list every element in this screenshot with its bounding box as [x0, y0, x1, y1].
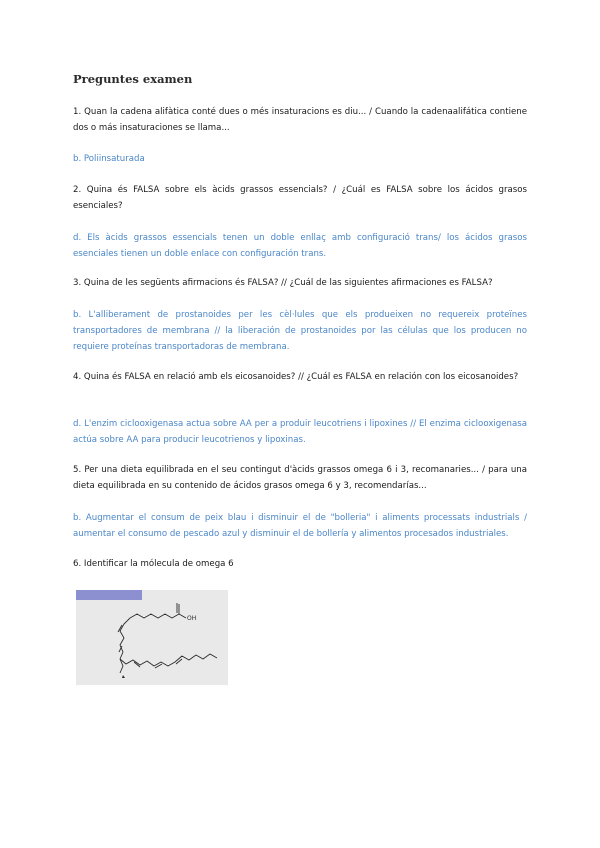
figure-color-band	[76, 590, 142, 600]
question-4: 4. Quina és FALSA en relació amb els eicosanoides? // ¿Cuál es FALSA en relación con los eicosanoides?	[73, 372, 519, 382]
molecule-structure-svg	[76, 590, 228, 685]
answer-2: d. Els àcids grassos essencials tenen un doble enllaç amb configuració trans/ los ácidos grasos esenciales tienen un doble enlace con configuración trans.	[73, 233, 527, 259]
answer-1: b. Poliinsaturada	[73, 154, 145, 164]
answer-5: b. Augmentar el consum de peix blau i disminuir el de "bolleria" i aliments processats industrials / aumentar el consumo de pescado azul y disminuir el de bollería y alimentos procesados industriales.	[73, 513, 527, 539]
oh-label: OH	[187, 615, 197, 622]
question-2: 2. Quina és FALSA sobre els àcids grassos essencials? / ¿Cuál es FALSA sobre los ácidos grasos esenciales?	[73, 185, 527, 211]
document-title: Preguntes examen	[73, 72, 193, 86]
question-1: 1. Quan la cadena alifàtica conté dues o més insaturacions es diu... / Cuando la cadenaalifática contiene dos o más insaturaciones se llama...	[73, 107, 527, 133]
question-6: 6. Identificar la mólecula de omega 6	[73, 559, 234, 569]
question-3: 3. Quina de les següents afirmacions és FALSA? // ¿Cuál de las siguientes afirmaciones es FALSA?	[73, 278, 493, 288]
omega-6-molecule-image	[76, 590, 228, 685]
answer-4: d. L'enzim ciclooxigenasa actua sobre AA per a produir leucotriens i lipoxines // El enzima ciclooxigenasa actúa sobre AA para producir leucotrienos y lipoxinas.	[73, 419, 527, 445]
answer-3: b. L'alliberament de prostanoides per les cèl·lules que els produeixen no requereix proteïnes transportadores de membrana // la liberación de prostanoides por las células que los producen no requiere proteínas transportadoras de membrana.	[73, 310, 527, 352]
question-5: 5. Per una dieta equilibrada en el seu contingut d'àcids grassos omega 6 i 3, recomanaries... / para una dieta equilibrada en su contenido de ácidos grasos omega 6 y 3, recomendarías...	[73, 465, 527, 491]
